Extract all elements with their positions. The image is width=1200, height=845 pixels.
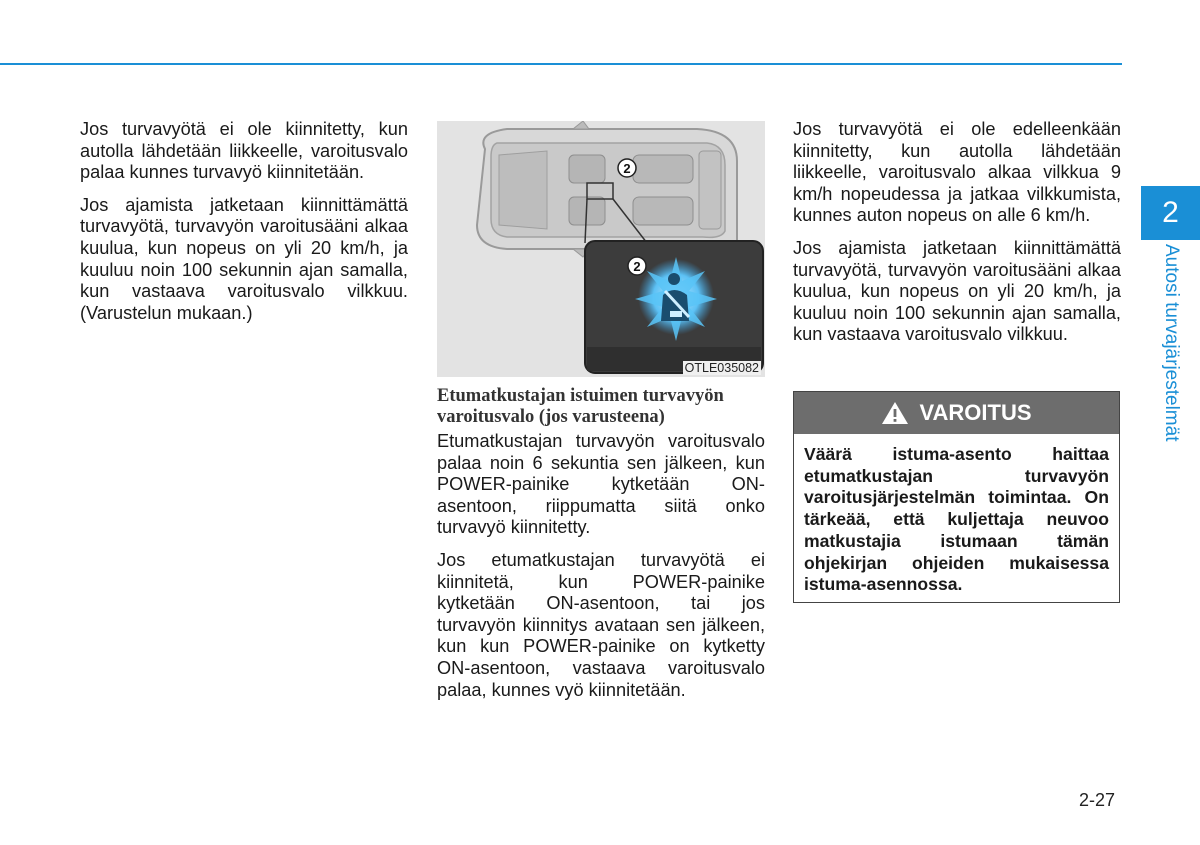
warning-title: VAROITUS <box>919 400 1032 425</box>
chapter-tab: 2 <box>1141 186 1200 240</box>
figure-code: OTLE035082 <box>684 361 759 375</box>
paragraph: Jos turvavyötä ei ole edelleenkään kiinnitetty, kun autolla lähdetään liikkeelle, varoitusvalo alkaa vilkkua 9 km/h nopeudessa ja jatkaa vilkkumista, kunnes auton nopeus on alle 6 km/h. <box>793 119 1121 226</box>
column-left <box>80 119 408 335</box>
paragraph: Jos turvavyötä ei ole kiinnitetty, kun autolla lähdetään liikkeelle, varoitusvalo palaa kunnes turvavyö kiinnitetään. <box>80 119 408 183</box>
warning-box <box>793 391 1120 603</box>
section-heading: Etumatkustajan istuimen turvavyön varoitusvalo (jos varusteena) <box>437 386 724 427</box>
warning-text: Väärä istuma-asento haittaa etumatkustajan turvavyön varoitusjärjestelmän toimintaa. On tärkeää, että kuljettaja neuvoo matkustajia istumaan tämän ohjekirjan ohjeiden mukaisessa istuma-asennossa. <box>804 444 1109 595</box>
warning-header <box>794 392 1119 434</box>
paragraph: Jos etumatkustajan turvavyötä ei kiinnitetä, kun POWER-painike kytketään ON-asentoon, tai jos turvavyön kiinnitys avataan sen jälkeen, kun kun POWER-painike on kytketty ON-asentoon, vastaava varoitusvalo palaa, kunnes vyö kiinnitetään. <box>437 549 765 700</box>
page-number: 2-27 <box>1079 790 1116 810</box>
chapter-label <box>1145 244 1195 454</box>
column-right <box>793 119 1121 357</box>
chapter-label-text: Autosi turvajärjestelmät <box>1161 244 1182 442</box>
paragraph: Jos ajamista jatketaan kiinnittämättä turvavyötä, turvavyön varoitusääni alkaa kuulua, kun nopeus on yli 20 km/h, ja kuuluu noin 100 sekunnin ajan samalla, kun vastaava varoitusvalo vilkkuu. <box>793 237 1121 345</box>
paragraph: Jos ajamista jatketaan kiinnittämättä turvavyötä, turvavyön varoitusääni alkaa kuulua, kun nopeus on yli 20 km/h, ja kuuluu noin 100 sekunnin ajan samalla, kun vastaava varoitusvalo vilkkuu. (Varustelun mukaan.) <box>80 194 408 323</box>
top-rule <box>0 63 1122 65</box>
paragraph: Etumatkustajan turvavyön varoitusvalo palaa noin 6 sekuntia sen jälkeen, kun POWER-painike kytketään ON-asentoon, riippumatta siitä onko turvavyö kiinnitetty. <box>437 431 765 538</box>
callout-number: 2 <box>623 161 631 176</box>
car-seatbelt-figure <box>437 121 765 377</box>
column-middle <box>437 386 765 712</box>
callout-number-inset: 2 <box>633 259 641 274</box>
car-top-view-illustration <box>437 121 765 377</box>
warning-triangle-icon <box>881 401 909 425</box>
